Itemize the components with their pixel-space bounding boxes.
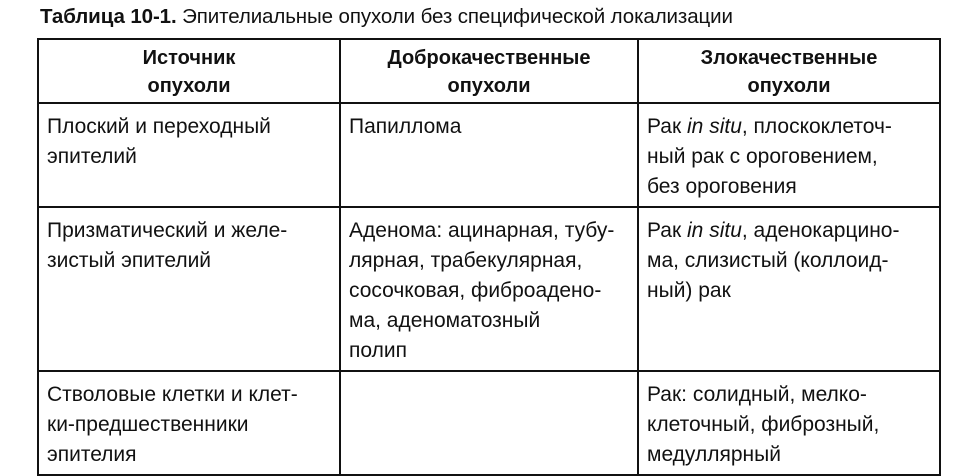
cell-malignant-prefix: Рак: солидный, мелко- клеточный, фиброзный, медуллярный <box>647 383 880 466</box>
cell-benign: Аденома: ацинарная, тубу- лярная, трабекулярная, сосочковая, фиброадено- ма, аденоматозный полип <box>340 207 638 371</box>
header-benign: Доброкачественные опухоли <box>340 39 638 103</box>
table-row <box>38 103 940 207</box>
table-caption <box>40 4 733 30</box>
cell-malignant-italic: in situ <box>687 115 742 138</box>
cell-benign: Папиллома <box>340 103 638 207</box>
header-source: Источник опухоли <box>38 39 340 103</box>
table-row <box>38 371 940 475</box>
cell-source: Призматический и желе- зистый эпителий <box>38 207 340 371</box>
cell-source: Стволовые клетки и клет- ки-предшественники эпителия <box>38 371 340 475</box>
cell-benign <box>340 371 638 475</box>
cell-malignant-suffix: , аденокарцино- ма, слизистый (коллоид- ный) рак <box>647 219 900 302</box>
cell-malignant <box>638 371 940 475</box>
table-row <box>38 207 940 371</box>
cell-malignant <box>638 103 940 207</box>
cell-malignant-italic: in situ <box>687 219 742 242</box>
table-caption-number: Таблица 10-1. <box>40 5 177 28</box>
tumor-classification-table <box>37 38 941 476</box>
cell-malignant-prefix: Рак <box>647 115 688 138</box>
cell-malignant-suffix: , плоскоклеточ- ный рак с ороговением, без ороговения <box>647 115 892 198</box>
cell-malignant-prefix: Рак <box>647 219 688 242</box>
cell-malignant <box>638 207 940 371</box>
table-header-row <box>38 39 940 103</box>
header-malignant: Злокачественные опухоли <box>638 39 940 103</box>
table-caption-title: Эпителиальные опухоли без специфической локализации <box>176 5 733 28</box>
cell-source: Плоский и переходный эпителий <box>38 103 340 207</box>
